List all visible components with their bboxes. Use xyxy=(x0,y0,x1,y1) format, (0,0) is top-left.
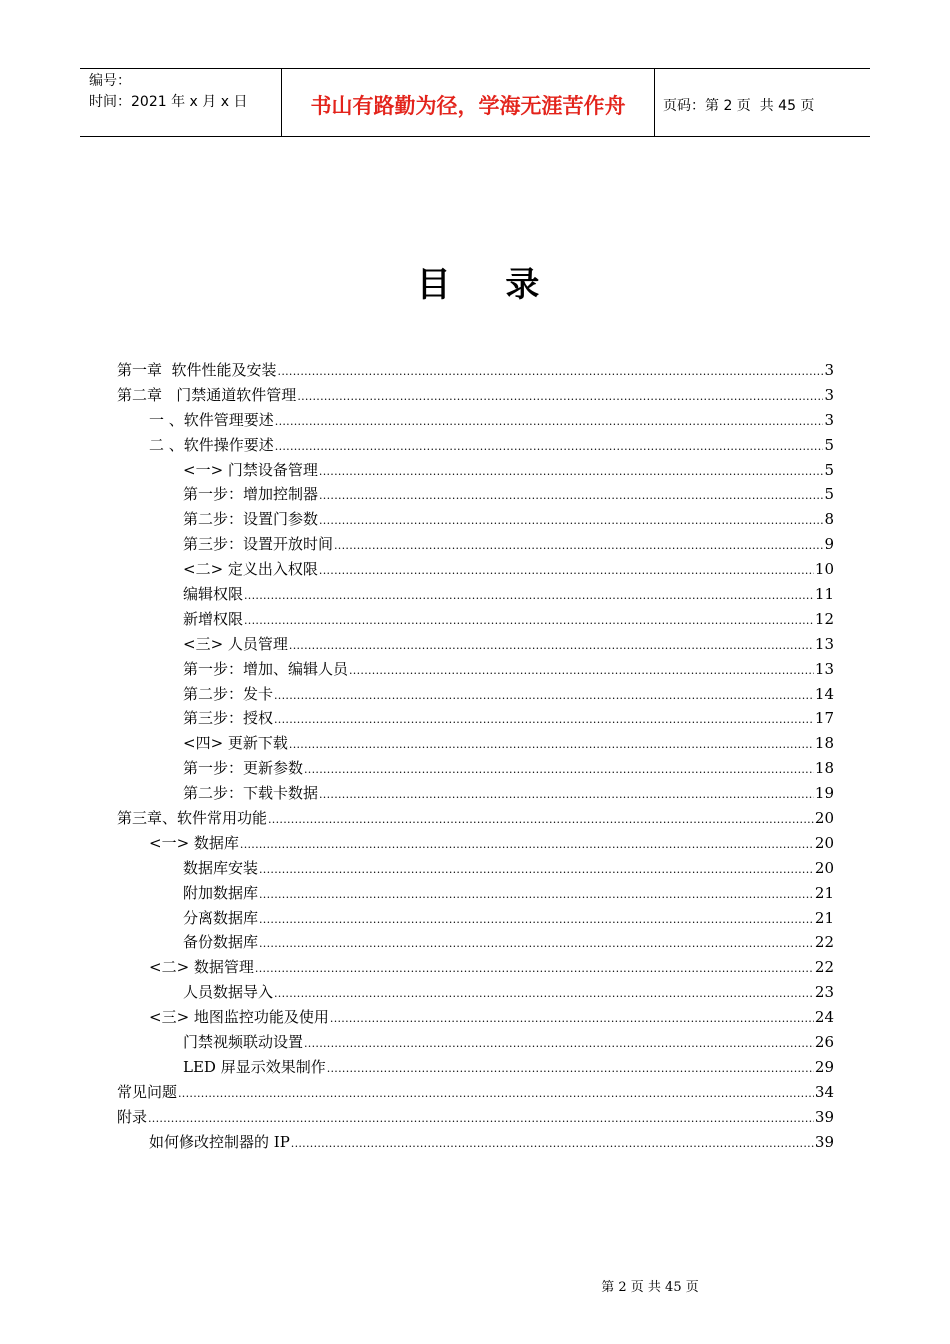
toc-entry-page: 20 xyxy=(814,833,834,852)
toc-entry-label: 编辑权限 xyxy=(183,585,244,604)
dot-leader xyxy=(259,858,814,883)
toc-entry-page: 18 xyxy=(814,759,834,778)
toc-entry xyxy=(117,831,834,856)
dot-leader xyxy=(274,684,814,709)
toc-entry-label: 第二步：设置门参数 xyxy=(183,510,319,529)
toc-entry-page: 13 xyxy=(814,634,834,653)
dot-leader xyxy=(319,460,824,485)
toc-entry-page: 3 xyxy=(824,410,834,429)
toc-entry-page: 14 xyxy=(814,684,834,703)
toc-entry-label: LED 屏显示效果制作 xyxy=(183,1057,326,1076)
dot-leader xyxy=(349,659,814,684)
dot-leader xyxy=(319,509,823,534)
toc-entry-label: 人员数据导入 xyxy=(183,983,274,1002)
dot-leader xyxy=(244,609,814,634)
toc-entry-page: 18 xyxy=(814,734,834,753)
header-page-cell xyxy=(655,69,870,136)
page-header xyxy=(80,68,870,137)
toc-entry xyxy=(117,408,834,433)
dot-leader xyxy=(291,1132,814,1157)
page-footer: 第 2 页 共 45 页 xyxy=(601,1280,699,1295)
toc-entry-page: 12 xyxy=(814,609,834,628)
dot-leader xyxy=(255,957,814,982)
toc-entry-page: 26 xyxy=(814,1033,834,1052)
toc-entry-label: 数据库安装 xyxy=(183,858,259,877)
toc-entry xyxy=(117,1005,834,1030)
toc-entry-page: 24 xyxy=(814,1008,834,1027)
toc-entry xyxy=(117,482,834,507)
toc-entry-page: 13 xyxy=(814,659,834,678)
dot-leader xyxy=(268,808,814,833)
toc-entry xyxy=(117,582,834,607)
dot-leader xyxy=(259,932,814,957)
toc-entry-page: 8 xyxy=(824,510,834,529)
toc-entry-label: 分离数据库 xyxy=(183,908,259,927)
toc-entry xyxy=(117,1130,834,1155)
dot-leader xyxy=(334,534,823,559)
toc-entry xyxy=(117,507,834,532)
dot-leader xyxy=(275,435,824,460)
toc-entry xyxy=(117,731,834,756)
toc-entry xyxy=(117,955,834,980)
toc-entry-page: 5 xyxy=(824,435,834,454)
toc-entry-page: 17 xyxy=(814,709,834,728)
dot-leader xyxy=(244,584,814,609)
toc-entry-label: <一> 门禁设备管理 xyxy=(183,460,318,479)
toc-entry-page: 19 xyxy=(814,784,834,803)
toc-entry-label: 第二步：发卡 xyxy=(183,684,274,703)
toc-entry-page: 23 xyxy=(814,983,834,1002)
toc-entry-label: 附录 xyxy=(117,1107,148,1126)
toc-entry-page: 5 xyxy=(824,485,834,504)
toc-entry xyxy=(117,607,834,632)
toc-entry-label: 一 、软件管理要述 xyxy=(149,410,274,429)
motto-text: 书山有路勤为径，学海无涯苦作舟 xyxy=(310,93,626,118)
toc-entry-label: 门禁视频联动设置 xyxy=(183,1033,304,1052)
toc-entry-page: 21 xyxy=(814,908,834,927)
toc-entry-page: 5 xyxy=(824,460,834,479)
toc-entry xyxy=(117,881,834,906)
toc-entry-label: 第三章、软件常用功能 xyxy=(117,809,268,828)
toc-entry-page: 34 xyxy=(814,1082,834,1101)
toc-entry xyxy=(117,682,834,707)
toc-entry xyxy=(117,657,834,682)
toc-entry-label: 第三步：授权 xyxy=(183,709,274,728)
toc-entry-page: 22 xyxy=(814,958,834,977)
header-motto-cell xyxy=(281,69,655,136)
dot-leader xyxy=(274,708,814,733)
toc-entry xyxy=(117,1080,834,1105)
toc-entry xyxy=(117,856,834,881)
toc-entry xyxy=(117,632,834,657)
dot-leader xyxy=(148,1107,814,1132)
dot-leader xyxy=(274,982,814,1007)
toc-entry xyxy=(117,906,834,931)
toc-entry xyxy=(117,458,834,483)
toc-entry-label: 第二章 门禁通道软件管理 xyxy=(117,385,297,404)
toc-entry-page: 21 xyxy=(814,883,834,902)
toc-entry-label: 第一步：增加、编辑人员 xyxy=(183,659,349,678)
toc-entry-label: 二 、软件操作要述 xyxy=(149,435,274,454)
toc-entry-label: 第三步：设置开放时间 xyxy=(183,535,334,554)
dot-leader xyxy=(275,410,824,435)
toc-entry-page: 11 xyxy=(814,585,834,604)
toc-entry-page: 3 xyxy=(824,385,834,404)
toc-entry xyxy=(117,781,834,806)
table-of-contents xyxy=(117,358,834,1155)
toc-entry xyxy=(117,383,834,408)
toc-entry-label: 常见问题 xyxy=(117,1082,178,1101)
dot-leader xyxy=(240,833,814,858)
dot-leader xyxy=(319,484,823,509)
dot-leader xyxy=(289,634,814,659)
toc-entry-label: 第一步：增加控制器 xyxy=(183,485,319,504)
toc-entry-page: 39 xyxy=(814,1107,834,1126)
toc-entry xyxy=(117,980,834,1005)
toc-entry-label: 如何修改控制器的 IP xyxy=(149,1132,290,1151)
toc-entry-label: 第二步：下载卡数据 xyxy=(183,784,319,803)
header-page-info: 页码：第 2 页 共 45 页 xyxy=(663,97,815,114)
dot-leader xyxy=(259,908,814,933)
toc-entry-page: 10 xyxy=(814,560,834,579)
serial-number-label: 编号： xyxy=(89,73,131,89)
toc-entry-page: 29 xyxy=(814,1057,834,1076)
dot-leader xyxy=(319,783,814,808)
toc-entry-label: <二> 数据管理 xyxy=(149,958,254,977)
toc-entry-label: 附加数据库 xyxy=(183,883,259,902)
toc-entry-label: 第一章 软件性能及安装 xyxy=(117,361,277,379)
dot-leader xyxy=(304,758,814,783)
toc-entry-page: 9 xyxy=(824,535,834,554)
dot-leader xyxy=(319,559,814,584)
toc-entry xyxy=(117,930,834,955)
toc-entry-page: 20 xyxy=(814,809,834,828)
toc-entry xyxy=(117,557,834,582)
dot-leader xyxy=(289,733,814,758)
toc-title: 目 录 xyxy=(416,265,540,305)
toc-entry xyxy=(117,1105,834,1130)
toc-entry xyxy=(117,706,834,731)
dot-leader xyxy=(327,1057,814,1082)
toc-entry xyxy=(117,1030,834,1055)
dot-leader xyxy=(330,1007,814,1032)
toc-entry-label: 第一步：更新参数 xyxy=(183,759,304,778)
dot-leader xyxy=(278,360,824,385)
toc-entry-label: <三> 人员管理 xyxy=(183,634,288,653)
header-info-cell xyxy=(80,69,281,136)
toc-entry-label: 备份数据库 xyxy=(183,933,259,952)
toc-entry-label: <四> 更新下载 xyxy=(183,734,288,753)
toc-entry xyxy=(117,756,834,781)
dot-leader xyxy=(259,883,814,908)
dot-leader xyxy=(304,1032,814,1057)
toc-entry-label: <三> 地图监控功能及使用 xyxy=(149,1008,329,1027)
toc-entry-page: 3 xyxy=(824,361,834,379)
toc-entry-page: 39 xyxy=(814,1132,834,1151)
toc-entry xyxy=(117,433,834,458)
dot-leader xyxy=(178,1082,814,1107)
toc-entry-label: <一> 数据库 xyxy=(149,833,239,852)
toc-entry xyxy=(117,532,834,557)
toc-entry-page: 20 xyxy=(814,858,834,877)
toc-entry xyxy=(117,1055,834,1080)
date-label: 时间：2021 年 x 月 x 日 xyxy=(89,94,248,110)
dot-leader xyxy=(297,385,823,410)
toc-entry xyxy=(117,806,834,831)
toc-entry-label: <二> 定义出入权限 xyxy=(183,560,318,579)
toc-entry xyxy=(117,358,834,383)
toc-entry-label: 新增权限 xyxy=(183,609,244,628)
toc-entry-page: 22 xyxy=(814,933,834,952)
